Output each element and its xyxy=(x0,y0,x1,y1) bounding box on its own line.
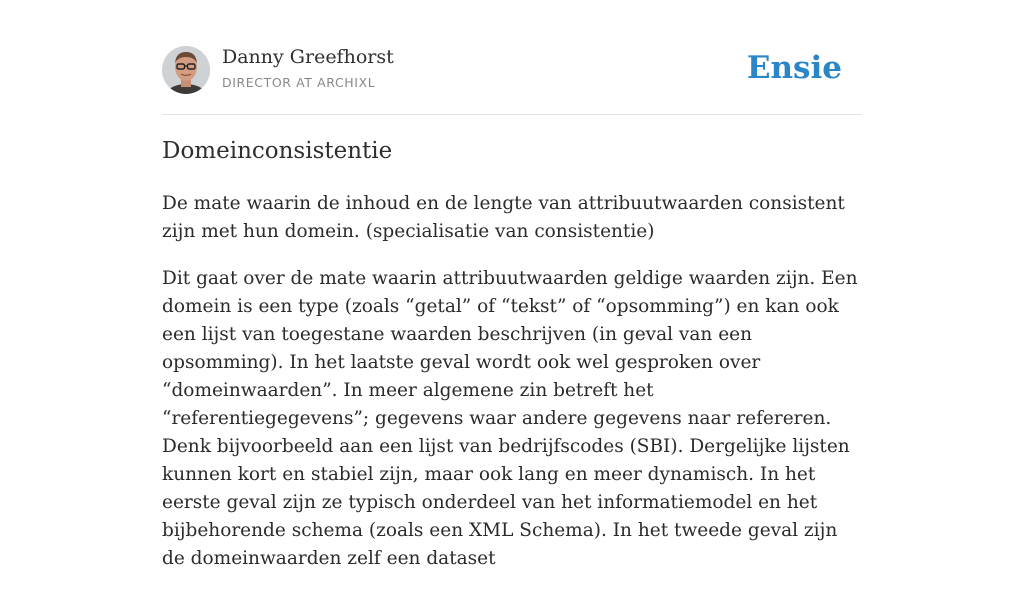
article-content xyxy=(162,190,862,592)
author-avatar[interactable] xyxy=(162,46,210,94)
article-title: Domeinconsistentie xyxy=(162,138,393,164)
article-definition: De mate waarin de inhoud en de lengte van attribuutwaarden consistent zijn met hun domein. (specialisatie van consistentie) xyxy=(162,193,845,242)
avatar-photo xyxy=(162,46,210,94)
author-name[interactable]: Danny Greefhorst xyxy=(222,46,394,68)
header xyxy=(162,44,862,115)
brand-logo[interactable]: Ensie xyxy=(746,50,842,86)
article-body: Dit gaat over de mate waarin attribuutwaarden geldige waarden zijn. Een domein is een type (zoals “getal” of “tekst” of “opsomming”) en kan ook een lijst van toegestane waarden beschrijven (in geval van een opsomming). In het laatste geval wordt ook wel gesproken over “domeinwaarden”. In meer algemene zin betreft het “referentiegegevens”; gegevens waar andere gegevens naar refereren. Denk bijvoorbeeld aan een lijst van bedrijfscodes (SBI). Dergelijke lijsten kunnen kort en stabiel zijn, maar ook lang en meer dynamisch. In het eerste geval zijn ze typisch onderdeel van het informatiemodel en het bijbehorende schema (zoals een XML Schema). In het tweede geval zijn de domeinwaarden zelf een dataset xyxy=(162,268,858,569)
author-role: DIRECTOR AT ARCHIXL xyxy=(222,75,376,90)
